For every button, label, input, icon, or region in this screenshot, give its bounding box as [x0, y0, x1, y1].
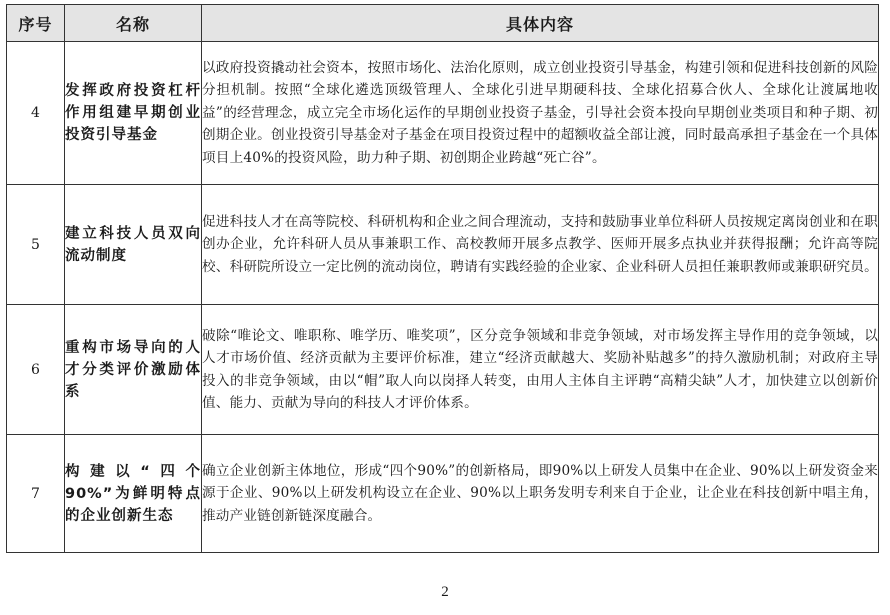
row-seq: 7 — [7, 435, 65, 553]
row-name: 重构市场导向的人才分类评价激励体系 — [65, 305, 202, 435]
header-seq: 序号 — [7, 5, 65, 42]
row-name: 建立科技人员双向流动制度 — [65, 185, 202, 305]
table-row — [7, 305, 879, 435]
table-header-row — [7, 5, 879, 42]
table-row — [7, 435, 879, 553]
row-content: 确立企业创新主体地位，形成“四个90%”的创新格局，即90%以上研发人员集中在企业、90%以上研发资金来源于企业、90%以上研发机构设立在企业、90%以上职务发明专利来自于企业，让企业在科技创新中唱主角，推动产业链创新链深度融合。 — [202, 435, 879, 553]
row-name: 发挥政府投资杠杆作用组建早期创业投资引导基金 — [65, 42, 202, 185]
row-content: 促进科技人才在高等院校、科研机构和企业之间合理流动，支持和鼓励事业单位科研人员按规定离岗创业和在职创办企业，允许科研人员从事兼职工作、高校教师开展多点教学、医师开展多点执业并获得报酬；允许高等院校、科研院所设立一定比例的流动岗位，聘请有实践经验的企业家、企业科研人员担任兼职教师或兼职研究员。 — [202, 185, 879, 305]
policy-table — [6, 4, 879, 553]
row-content: 以政府投资撬动社会资本，按照市场化、法治化原则，成立创业投资引导基金，构建引领和促进科技创新的风险分担机制。按照“全球化遴选顶级管理人、全球化引进早期硬科技、全球化招募合伙人、全球化让渡属地收益”的经营理念，成立完全市场化运作的早期创业投资子基金，引导社会资本投向早期创业类项目和种子期、初创期企业。创业投资引导基金对子基金在项目投资过程中的超额收益全部让渡，同时最高承担子基金在一个具体项目上40%的投资风险，助力种子期、初创期企业跨越“死亡谷”。 — [202, 42, 879, 185]
row-content: 破除“唯论文、唯职称、唯学历、唯奖项”，区分竞争领域和非竞争领域，对市场发挥主导作用的竞争领域，以人才市场价值、经济贡献为主要评价标准，建立“经济贡献越大、奖励补贴越多”的持久激励机制；对政府主导投入的非竞争领域，由以“帽”取人向以岗择人转变，由用人主体自主评聘“高精尖缺”人才，加快建立以创新价值、能力、贡献为导向的科技人才评价体系。 — [202, 305, 879, 435]
header-name: 名称 — [65, 5, 202, 42]
row-seq: 5 — [7, 185, 65, 305]
page-number: 2 — [441, 584, 449, 600]
table-row — [7, 185, 879, 305]
row-name: 构建以“四个90%”为鲜明特点的企业创新生态 — [65, 435, 202, 553]
header-content: 具体内容 — [202, 5, 879, 42]
row-seq: 4 — [7, 42, 65, 185]
row-seq: 6 — [7, 305, 65, 435]
table-row — [7, 42, 879, 185]
